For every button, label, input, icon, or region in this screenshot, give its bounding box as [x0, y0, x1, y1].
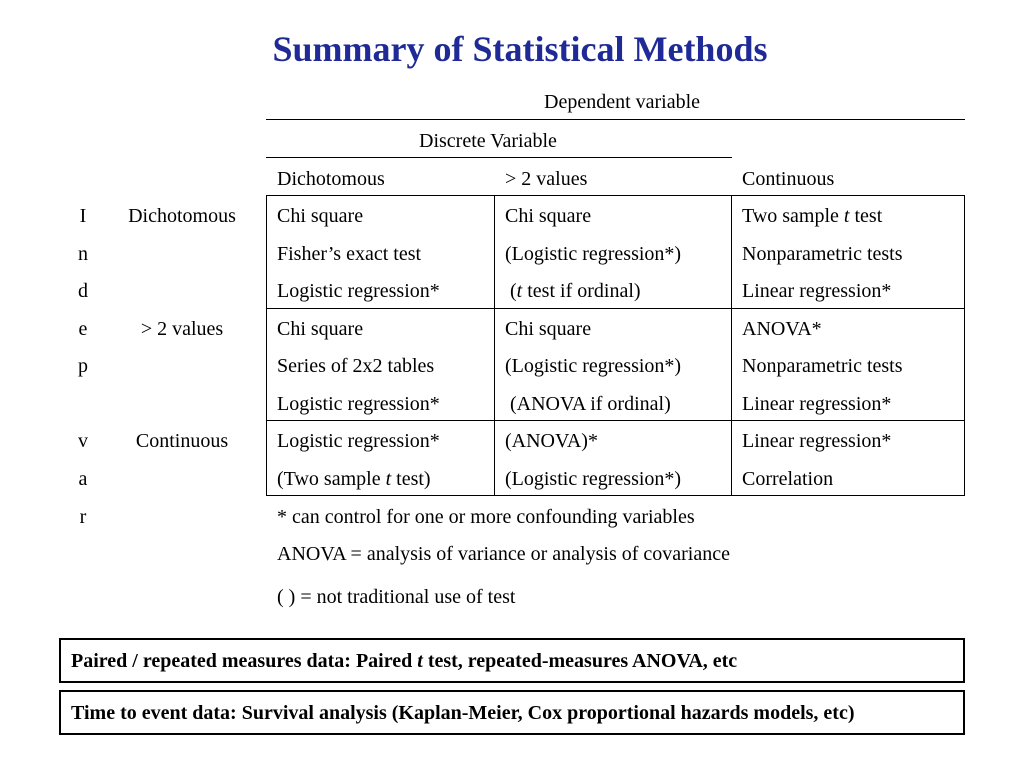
independent-letter: a — [78, 468, 88, 490]
cell-text: Logistic regression* — [277, 393, 440, 415]
cell-text: (Logistic regression*) — [505, 355, 682, 377]
independent-letter: d — [78, 280, 88, 302]
cell-text-italic: t — [843, 205, 850, 227]
cell-text-part: test if ordinal) — [522, 280, 641, 302]
col-header-continuous: Continuous — [742, 168, 835, 190]
independent-letter: n — [78, 243, 88, 265]
cell-text-part: test) — [391, 468, 431, 490]
cell-text: Linear regression* — [742, 280, 892, 302]
independent-letter: I — [79, 205, 87, 227]
table-rule — [731, 195, 732, 496]
col-header-dichotomous: Dichotomous — [277, 168, 385, 190]
box-text: Paired / repeated measures data: Paired — [71, 650, 418, 672]
header-rule-discrete — [266, 157, 732, 158]
time-to-event-box — [59, 690, 965, 735]
cell-text: (Logistic regression*) — [505, 243, 682, 265]
cell-text: ANOVA* — [742, 318, 822, 340]
box-text: Time to event data: Survival analysis (Kaplan-Meier, Cox proportional hazards models, etc) — [71, 702, 855, 724]
table-rule — [964, 195, 965, 496]
row-label-dichotomous: Dichotomous — [128, 205, 236, 227]
table-rule — [266, 195, 267, 496]
header-rule-top — [266, 119, 965, 120]
cell-text: (Logistic regression*) — [505, 468, 682, 490]
cell-text: Chi square — [505, 318, 592, 340]
table-rule — [266, 308, 965, 309]
cell-text: Linear regression* — [742, 430, 892, 452]
cell-text: Correlation — [742, 468, 834, 490]
cell-text: (ANOVA)* — [505, 430, 598, 452]
paired-data-box — [59, 638, 965, 683]
cell-text: Logistic regression* — [277, 280, 440, 302]
cell-text: Chi square — [277, 205, 364, 227]
table-rule — [266, 495, 965, 496]
independent-letter: p — [78, 355, 88, 377]
cell-text: Fisher’s exact test — [277, 243, 422, 265]
cell-text-part: test — [849, 205, 883, 227]
cell-text — [505, 279, 641, 303]
footnote: ( ) = not traditional use of test — [277, 586, 516, 608]
table-rule — [266, 420, 965, 421]
cell-text-part: Two sample — [742, 205, 844, 227]
dependent-variable-header: Dependent variable — [544, 91, 701, 113]
footnote: * can control for one or more confounding variables — [277, 506, 695, 528]
page-title: Summary of Statistical Methods — [272, 29, 768, 69]
independent-letter: v — [78, 430, 88, 452]
cell-text: Chi square — [505, 205, 592, 227]
row-label-gt2: > 2 values — [140, 318, 224, 340]
cell-text: Nonparametric tests — [742, 243, 903, 265]
cell-text-part: ( — [505, 280, 517, 302]
table-rule — [494, 195, 495, 496]
independent-letter: r — [79, 506, 87, 528]
box-text-italic: t — [417, 650, 423, 672]
discrete-variable-header: Discrete Variable — [419, 130, 557, 152]
row-label-continuous: Continuous — [135, 430, 229, 452]
col-header-gt2: > 2 values — [505, 168, 588, 190]
cell-text: Series of 2x2 tables — [277, 355, 435, 377]
cell-text: Chi square — [277, 318, 364, 340]
footnote: ANOVA = analysis of variance or analysis of covariance — [277, 543, 730, 565]
table-rule — [266, 195, 965, 196]
cell-text: Linear regression* — [742, 393, 892, 415]
cell-text: (ANOVA if ordinal) — [505, 393, 671, 415]
cell-text — [742, 204, 882, 228]
cell-text: Nonparametric tests — [742, 355, 903, 377]
cell-text-part: (Two sample — [277, 468, 386, 490]
cell-text — [277, 467, 431, 491]
box-text: test, repeated-measures ANOVA, etc — [422, 650, 738, 672]
cell-text-italic: t — [516, 280, 523, 302]
independent-letter: e — [78, 318, 88, 340]
cell-text: Logistic regression* — [277, 430, 440, 452]
cell-text-italic: t — [385, 468, 392, 490]
